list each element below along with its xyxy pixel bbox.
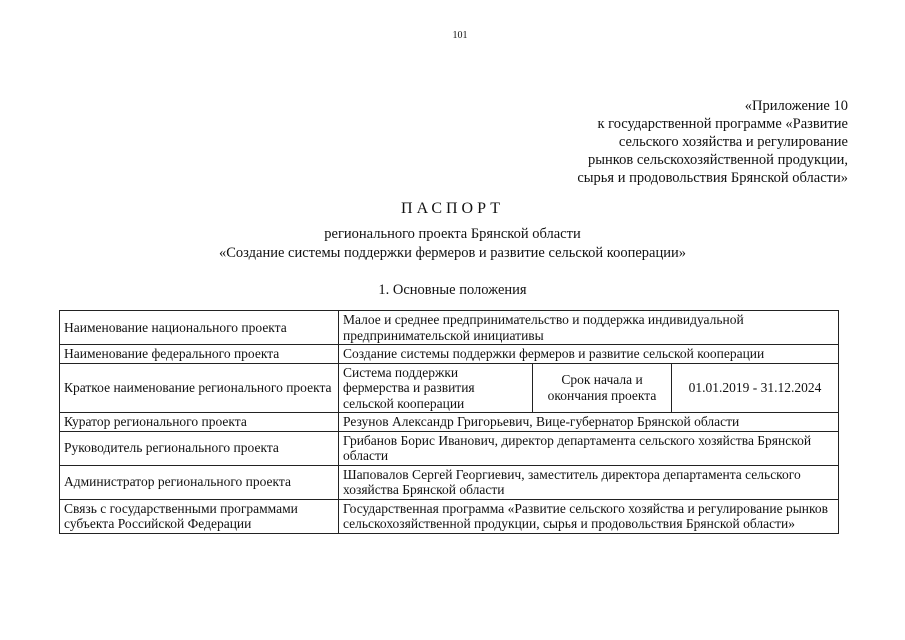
- row-label-head: Руководитель регионального проекта: [60, 431, 339, 465]
- appendix-line: рынков сельскохозяйственной продукции,: [588, 152, 848, 168]
- row-value-federal-project: Создание системы поддержки фермеров и развитие сельской кооперации: [339, 345, 839, 364]
- appendix-note: [577, 97, 848, 187]
- basic-provisions-table: [59, 310, 839, 534]
- table-row: [60, 431, 839, 465]
- row-label-period: Срок начала и окончания проекта: [533, 363, 672, 413]
- row-label-administrator: Администратор регионального проекта: [60, 465, 339, 499]
- row-label-federal-project: Наименование федерального проекта: [60, 345, 339, 364]
- row-value-curator: Резунов Александр Григорьевич, Вице-губернатор Брянской области: [339, 413, 839, 432]
- appendix-line: «Приложение 10: [744, 98, 848, 114]
- document-title: ПАСПОРТ: [401, 200, 504, 217]
- row-label-national-project: Наименование национального проекта: [60, 311, 339, 345]
- row-value-administrator: Шаповалов Сергей Георгиевич, заместитель директора департамента сельского хозяйства Брянской области: [339, 465, 839, 499]
- row-value-head: Грибанов Борис Иванович, директор департамента сельского хозяйства Брянской области: [339, 431, 839, 465]
- row-label-curator: Куратор регионального проекта: [60, 413, 339, 432]
- subtitle-line-1: регионального проекта Брянской области: [324, 226, 581, 242]
- row-value-period: 01.01.2019 - 31.12.2024: [672, 363, 839, 413]
- appendix-line: к государственной программе «Развитие: [597, 116, 848, 132]
- section-title: 1. Основные положения: [378, 282, 527, 298]
- row-value-national-project: Малое и среднее предпринимательство и поддержка индивидуальной предпринимательской инициативы: [339, 311, 839, 345]
- appendix-line: сырья и продовольствия Брянской области»: [577, 170, 848, 186]
- table-row: [60, 499, 839, 533]
- row-value-state-programs: Государственная программа «Развитие сельского хозяйства и регулирование рынков сельскохозяйственной продукции, сырья и продовольствия Брянской области»: [339, 499, 839, 533]
- table-row: [60, 311, 839, 345]
- page-number: 101: [452, 30, 468, 41]
- subtitle-line-2: «Создание системы поддержки фермеров и развитие сельской кооперации»: [219, 245, 686, 261]
- appendix-line: сельского хозяйства и регулирование: [618, 134, 848, 150]
- document-subtitle: [0, 225, 905, 263]
- table-row: [60, 363, 839, 413]
- table-row: [60, 413, 839, 432]
- table-row: [60, 345, 839, 364]
- row-label-state-programs: Связь с государственными программами субъекта Российской Федерации: [60, 499, 339, 533]
- row-value-short-name: Система поддержки фермерства и развития сельской кооперации: [339, 363, 533, 413]
- row-label-short-name: Краткое наименование регионального проекта: [60, 363, 339, 413]
- table-row: [60, 465, 839, 499]
